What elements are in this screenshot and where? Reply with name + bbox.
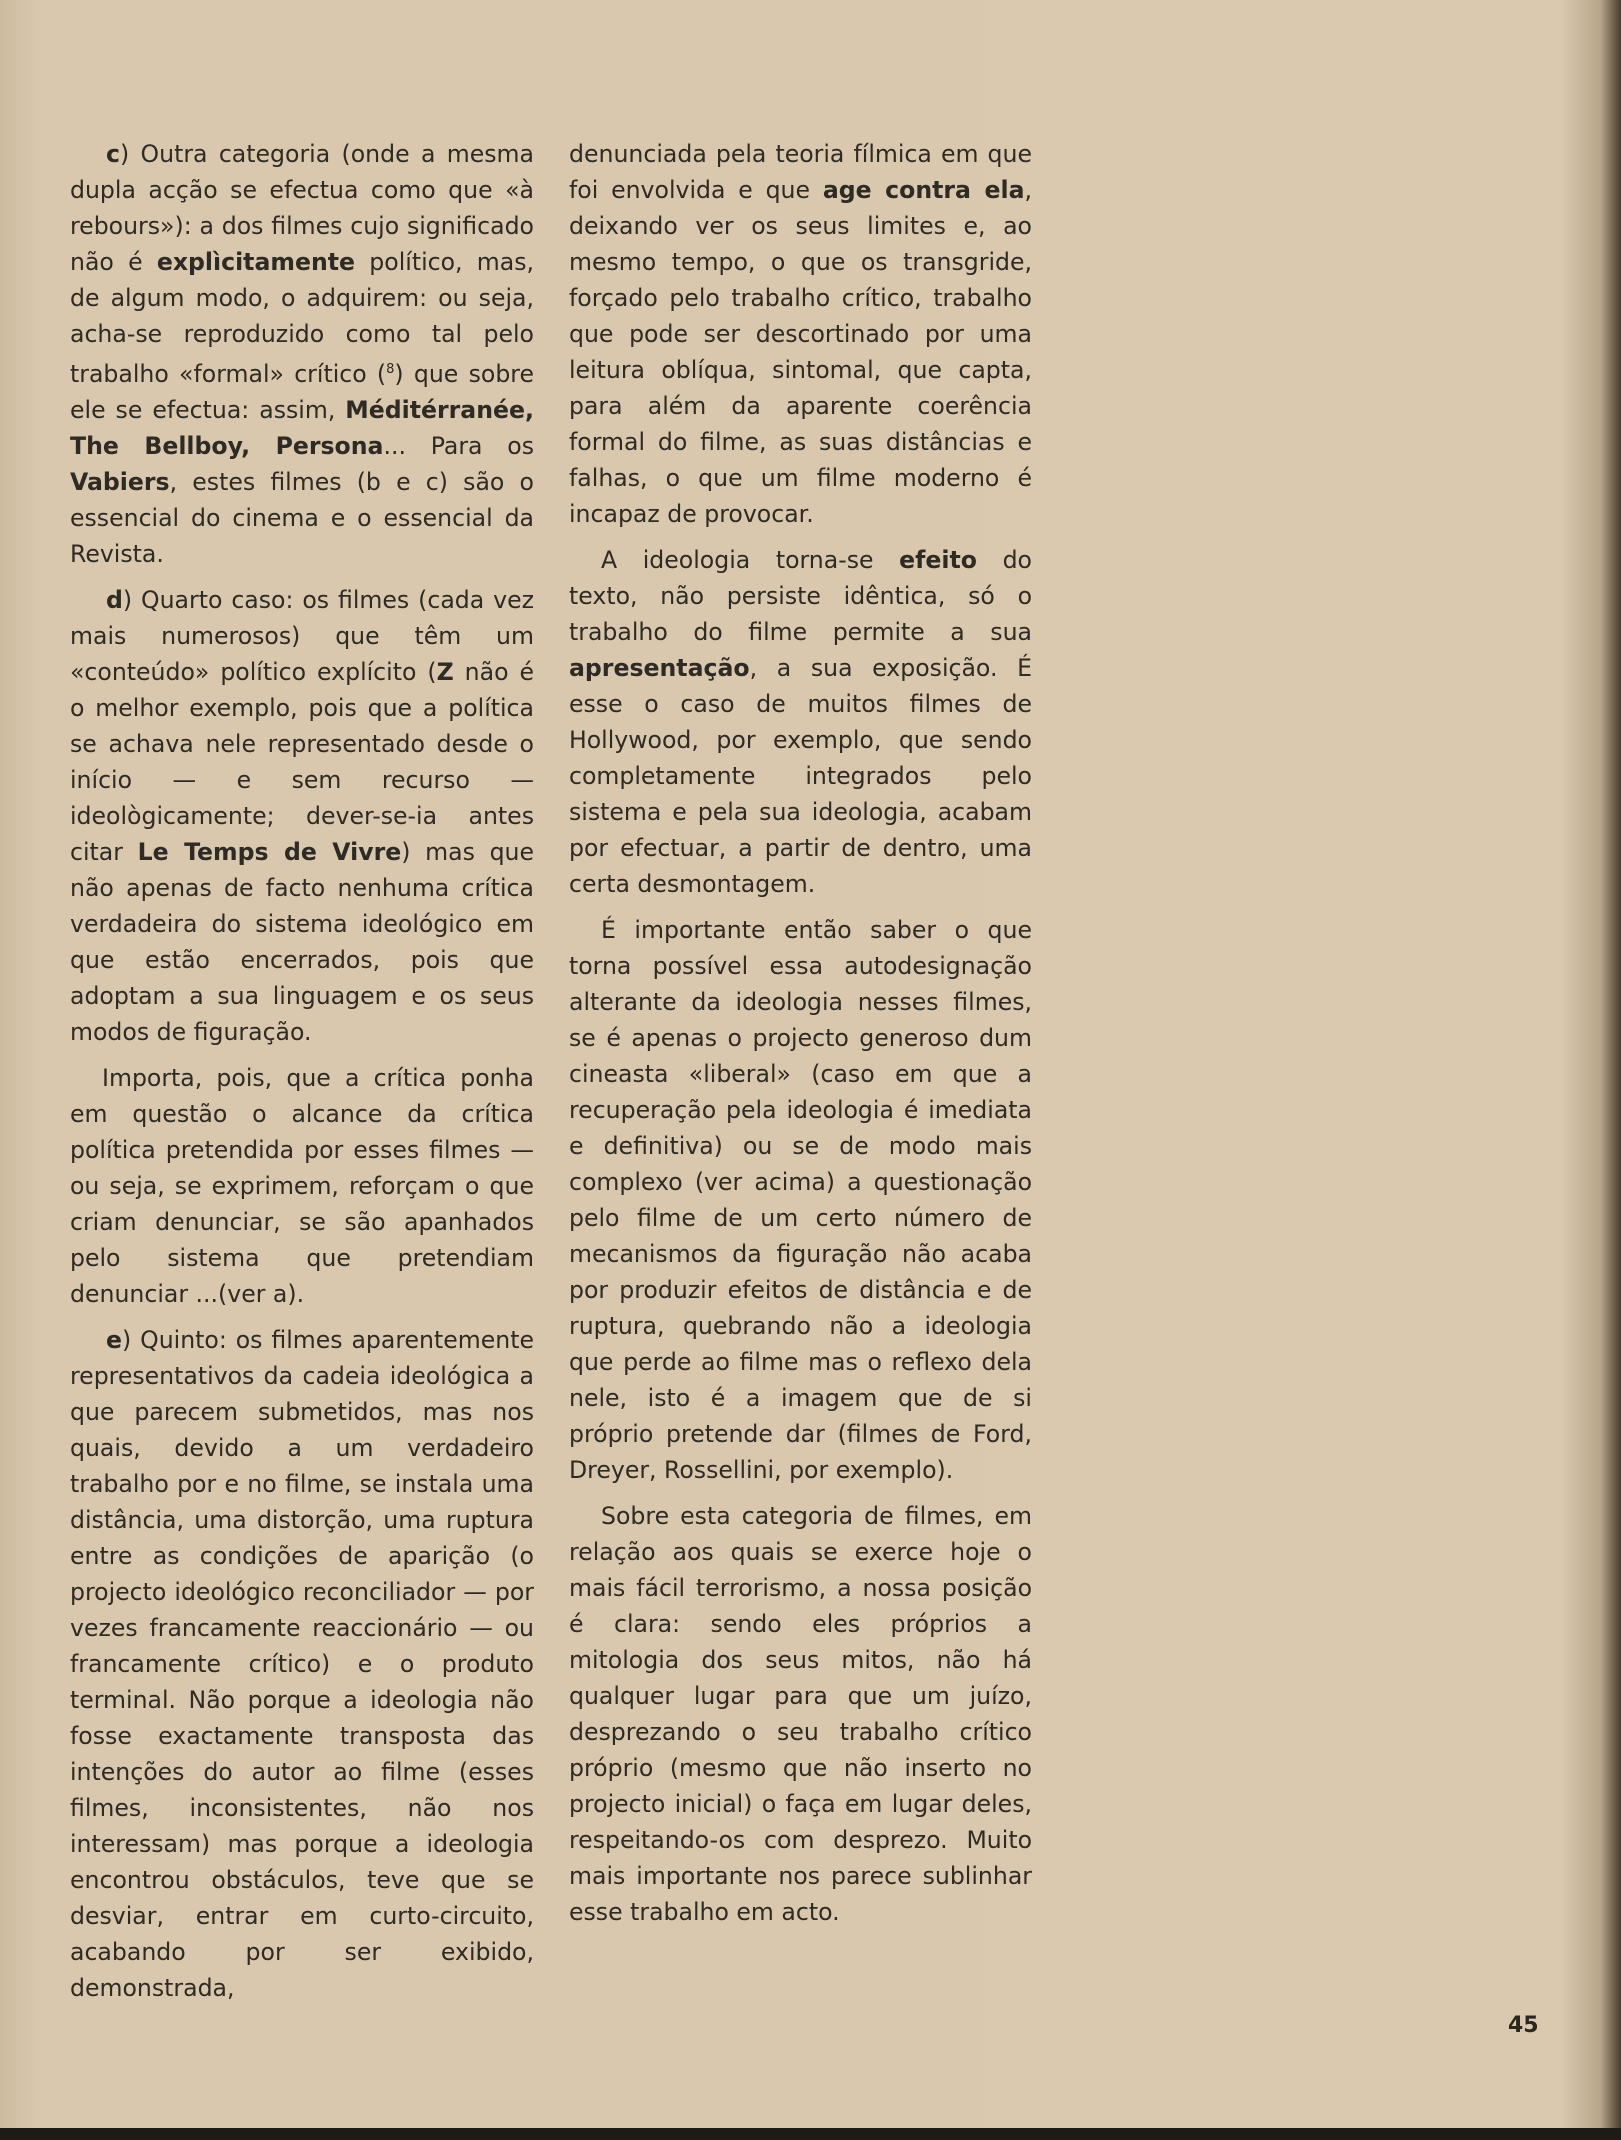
emphasis: age contra ela xyxy=(822,176,1025,204)
left-column xyxy=(70,136,534,2016)
page-number: 45 xyxy=(1508,2013,1539,2038)
emphasis: efeito xyxy=(899,546,977,574)
film-title: Z xyxy=(436,657,454,686)
paragraph: denunciada pela teoria fílmica em que foi envolvida e que age contra ela, deixando ver os seus limites e, ao mesmo tempo, o que os transgride, forçado pelo trabalho crítico, trabalho que pode ser descortinado por uma leitura oblíqua, sintomal, que capta, para além da aparente coerência formal do filme, as suas distâncias e falhas, o que um filme moderno é incapaz de provocar. xyxy=(569,140,1032,528)
emphasis: apresentação xyxy=(569,654,750,682)
paragraph-e: e) Quinto: os filmes aparentemente representativos da cadeia ideológica a que parecem submetidos, mas nos quais, devido a um verdadeiro trabalho por e no filme, se instala uma distância, uma distorção, uma ruptura entre as condições de aparição (o projecto ideológico reconciliador — por vezes francamente reaccionário — ou francamente crítico) e o produto terminal. Não porque a ideologia não fosse exactamente transposta das intenções do autor ao filme (esses filmes, inconsistentes, não nos interessam) mas porque a ideologia encontrou obstáculos, teve que se desviar, entrar em curto-circuito, acabando por ser exibido, demonstrada, xyxy=(70,1325,534,2002)
paragraph: É importante então saber o que torna possível essa autodesignação alterante da ideologia nesses filmes, se é apenas o projecto generoso dum cineasta «liberal» (caso em que a recuperação pela ideologia é imediata e definitiva) ou se de modo mais complexo (ver acima) a questionação pelo filme de um certo número de mecanismos da figuração não acaba por produzir efeitos de distância e de ruptura, quebrando não a ideologia que perde ao filme mas o reflexo dela nele, isto é a imagem que de si próprio pretende dar (filmes de Ford, Dreyer, Rossellini, por exemplo). xyxy=(569,916,1032,1484)
list-marker: e xyxy=(106,1325,123,1354)
paragraph: A ideologia torna-se efeito do texto, não persiste idêntica, só o trabalho do filme permite a sua apresentação, a sua exposição. É esse o caso de muitos filmes de Hollywood, por exemplo, que sendo completamente integrados pelo sistema e pela sua ideologia, acabam por efectuar, a partir de dentro, uma certa desmontagem. xyxy=(569,546,1032,898)
paragraph-d: d) Quarto caso: os filmes (cada vez mais numerosos) que têm um «conteúdo» político explícito (Z não é o melhor exemplo, pois que a política se achava nele representado desde o início — e sem recurso — ideològicamente; dever-se-ia antes citar Le Temps de Vivre) mas que não apenas de facto nenhuma crítica verdadeira do sistema ideológico em que estão encerrados, pois que adoptam a sua linguagem e os seus modos de figuração. xyxy=(70,585,535,1046)
emphasis: explìcitamente xyxy=(156,248,356,276)
footnote-ref: 8 xyxy=(386,362,395,377)
paragraph: Sobre esta categoria de filmes, em relação aos quais se exerce hoje o mais fácil terrorismo, a nossa posição é clara: sendo eles próprios a mitologia dos seus mitos, não há qualquer lugar para que um juízo, desprezando o seu trabalho crítico próprio (mesmo que não inserto no projecto inicial) o faça em lugar deles, respeitando-os com desprezo. Muito mais importante nos parece sublinhar esse trabalho em acto. xyxy=(569,1502,1032,1926)
right-column xyxy=(569,136,1032,1940)
emphasis: Vabiers xyxy=(70,467,170,496)
list-marker: c xyxy=(106,140,120,168)
page-bottom-edge xyxy=(0,2128,1621,2140)
paragraph-c: c) Outra categoria (onde a mesma dupla acção se efectua como que «à rebours»): a dos filmes cujo significado não é explìcitamente político, mas, de algum modo, o adquirem: ou seja, acha-se reproduzido como tal pelo trabalho «formal» crítico ($^8$) que sobre ele se efectua: assim, Méditérranée, The Bellboy, Persona... Para os Vabiers, estes filmes (b e c) são o essencial do cinema e o essencial da Revista. xyxy=(70,140,534,568)
paragraph: Importa, pois, que a crítica ponha em questão o alcance da crítica política pretendida por esses filmes — ou seja, se exprimem, reforçam o que criam denunciar, se são apanhados pelo sistema que pretendiam denunciar ...(ver a). xyxy=(70,1063,534,1308)
film-titles: Méditérranée, The Bellboy, Persona xyxy=(70,395,534,460)
film-title: Le Temps de Vivre xyxy=(137,837,402,866)
list-marker: d xyxy=(106,585,123,614)
